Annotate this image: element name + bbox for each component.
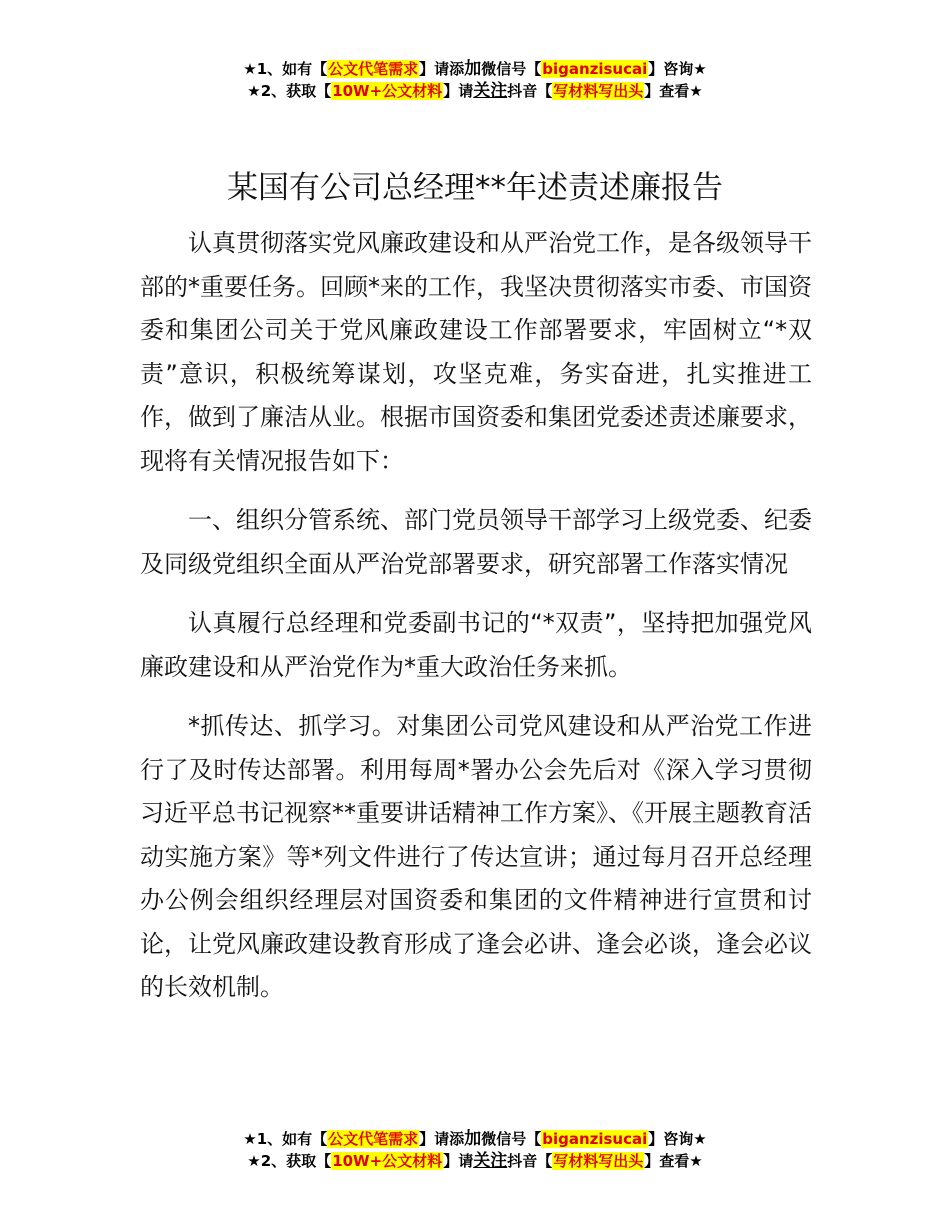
banner-emphasis: 加 [464,1129,482,1149]
banner-text: 】请 [443,1152,474,1170]
banner-highlight-douyin: 写材料写出头 [553,82,644,100]
paragraph-intro: 认真贯彻落实党风廉政建设和从严治党工作，是各级领导干部的*重要任务。回顾*来的工作，我坚决贯彻落实市委、市国资委和集团公司关于党风廉政建设工作部署要求，牢固树立“*双责”意识，积极统筹谋划，攻坚克难，务实奋进，扎实推进工作，做到了廉洁从业。根据市国资委和集团党委述责述廉要求，现将有关情况报告如下： [140,229,812,475]
banner-text: 】请添 [419,60,465,78]
banner-line-1 [0,1128,950,1150]
document-body [140,222,812,1026]
banner-line-2 [0,1150,950,1172]
banner-line-1 [0,58,950,80]
banner-highlight-wechat: biganzisucai [542,60,648,78]
banner-highlight-douyin: 写材料写出头 [553,1152,644,1170]
banner-text: 】咨询★ [648,60,707,78]
banner-emphasis: 关注 [473,81,508,101]
header-banner [0,58,950,102]
document-title: 某国有公司总经理**年述责述廉报告 [227,170,723,206]
banner-text: 抖音【 [507,1152,553,1170]
banner-text: ★2、获取【 [247,82,332,100]
banner-highlight-service: 公文代笔需求 [328,1130,419,1148]
banner-text: 】查看★ [644,1152,703,1170]
section-heading-1: 一、组织分管系统、部门党员领导干部学习上级党委、纪委及同级党组织全面从严治党部署要求，研究部署工作落实情况 [140,506,812,578]
paragraph-dual-responsibility: 认真履行总经理和党委副书记的“*双责”，坚持把加强党风廉政建设和从严治党作为*重大政治任务来抓。 [140,609,812,681]
banner-emphasis: 关注 [473,1151,508,1171]
banner-text: ★1、如有【 [243,60,328,78]
banner-highlight-service: 公文代笔需求 [328,60,419,78]
banner-text: 微信号【 [481,60,542,78]
banner-emphasis: 加 [464,59,482,79]
banner-highlight-materials: 10W+公文材料 [332,82,443,100]
banner-text: 抖音【 [507,82,553,100]
paragraph-study: *抓传达、抓学习。对集团公司党风建设和从严治党工作进行了及时传达部署。利用每周*署办公会先后对《深入学习贯彻习近平总书记视察**重要讲话精神工作方案》、《开展主题教育活动实施方案》等*列文件进行了传达宣讲；通过每月召开总经理办公例会组织经理层对国资委和集团的文件精神进行宣贯和讨论，让党风廉政建设教育形成了逢会必讲、逢会必谈，逢会必议的长效机制。 [140,712,812,1001]
banner-text: 】咨询★ [648,1130,707,1148]
footer-banner [0,1128,950,1172]
banner-highlight-materials: 10W+公文材料 [332,1152,443,1170]
banner-text: 微信号【 [481,1130,542,1148]
banner-line-2 [0,80,950,102]
banner-highlight-wechat: biganzisucai [542,1130,648,1148]
banner-text: ★1、如有【 [243,1130,328,1148]
banner-text: 】请 [443,82,474,100]
banner-text: 】请添 [419,1130,465,1148]
banner-text: ★2、获取【 [247,1152,332,1170]
banner-text: 】查看★ [644,82,703,100]
